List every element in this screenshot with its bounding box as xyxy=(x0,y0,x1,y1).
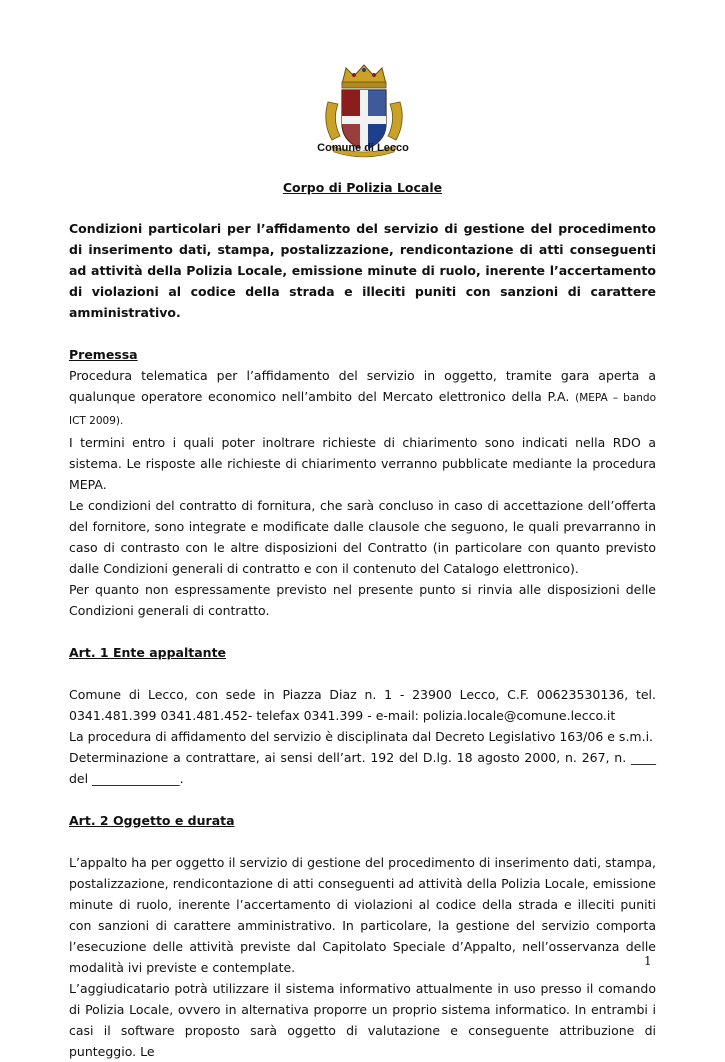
document-body xyxy=(69,218,656,1062)
art1-p2: La procedura di affidamento del servizio è disciplinata dal Decreto Legislativo 163/06 e s.m.i. xyxy=(69,729,654,744)
art2-p2: L’aggiudicatario potrà utilizzare il sistema informativo attualmente in uso presso il comando di Polizia Locale, ovvero in alternativa proporre un proprio sistema informatico. In entrambi i casi il software proposto sarà oggetto di valutazione e conseguente attribuzione di punteggio. Le xyxy=(69,981,656,1059)
document-subject: Condizioni particolari per l’affidamento del servizio di gestione del procedimento di inserimento dati, stampa, postalizzazione, rendicontazione di atti conseguenti ad attività della Polizia Locale, emissione minute di ruolo, inerente l’accertamento di violazioni al codice della strada e illeciti puniti con sanzioni di carattere amministrativo. xyxy=(69,221,656,320)
premessa-p3: Le condizioni del contratto di fornitura, che sarà concluso in caso di accettazione dell’offerta del fornitore, sono integrate e modificate dalle clausole che seguono, le quali prevarranno in caso di contrasto con le altre disposizioni del Contratto (in particolare con quanto previsto dalle Condizioni generali di contratto e con il contenuto del Catalogo elettronico). xyxy=(69,498,656,576)
page-number: 1 xyxy=(644,954,652,968)
art2-p1: L’appalto ha per oggetto il servizio di gestione del procedimento di inserimento dati, stampa, postalizzazione, rendicontazione di atti conseguenti ad attività della Polizia Locale, emissione minute di ruolo, inerente l’accertamento di violazioni al codice della strada e illeciti puniti con sanzioni di carattere amministrativo. In particolare, la gestione del servizio comporta l’esecuzione delle attività previste dal Capitolato Speciale d’Appalto, nell’osservanza delle modalità ivi previste e contemplate. xyxy=(69,855,656,975)
premessa-p1: Procedura telematica per l’affidamento del servizio in oggetto, tramite gara aperta a qualunque operatore economico nell’ambito del Mercato elettronico della P.A. xyxy=(69,368,656,404)
paragraph xyxy=(69,365,656,432)
page-title: Corpo di Polizia Locale xyxy=(282,180,443,195)
logo-caption: Comune di Lecco xyxy=(317,142,409,154)
section-heading-premessa: Premessa xyxy=(69,347,138,362)
premessa-p1-note: (MEPA – bando ICT 2009). xyxy=(69,392,657,427)
section-heading-art2: Art. 2 Oggetto e durata xyxy=(69,813,235,828)
art1-p1: Comune di Lecco, con sede in Piazza Diaz n. 1 - 23900 Lecco, C.F. 00623530136, tel. 0341.481.399 0341.481.452- telefax 0341.399 - e-mail: polizia.locale@comune.lecco.it xyxy=(69,687,656,723)
premessa-p4: Per quanto non espressamente previsto nel presente punto si rinvia alle disposizioni delle Condizioni generali di contratto. xyxy=(69,582,656,618)
premessa-p2: I termini entro i quali poter inoltrare richieste di chiarimento sono indicati nella RDO a sistema. Le risposte alle richieste di chiarimento verranno pubblicate mediante la procedura MEPA. xyxy=(69,435,656,492)
section-heading-art1: Art. 1 Ente appaltante xyxy=(69,645,227,660)
art1-p3: Determinazione a contrattare, ai sensi dell’art. 192 del D.lg. 18 agosto 2000, n. 267, n. ____ del ______________. xyxy=(69,750,656,786)
